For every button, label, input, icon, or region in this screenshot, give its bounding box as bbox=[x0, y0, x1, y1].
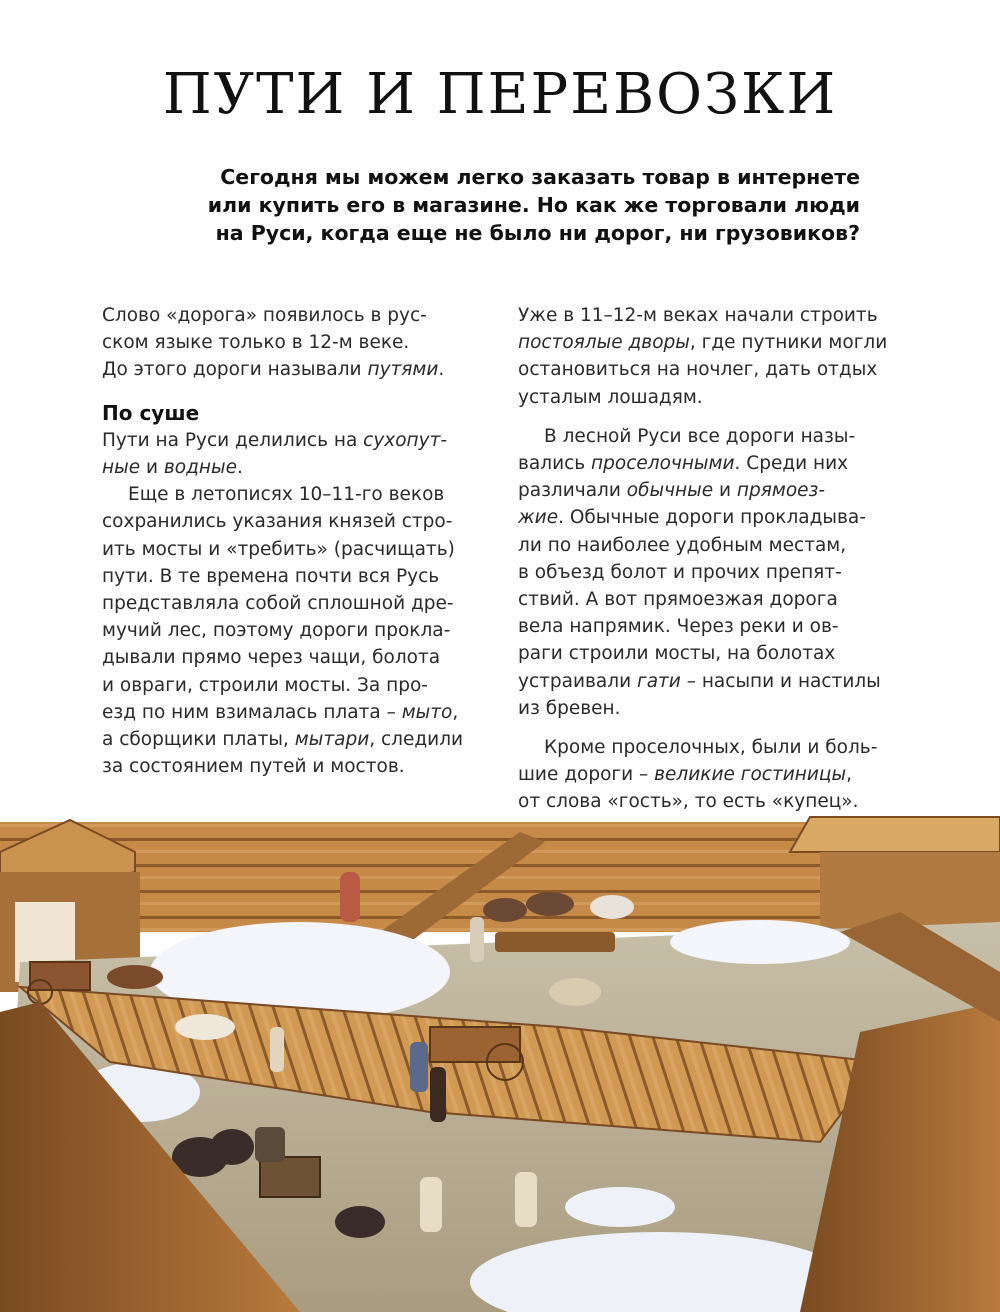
text-line: из бревен. bbox=[518, 697, 621, 719]
snow-patch bbox=[565, 1187, 675, 1227]
text-line: шие дороги – великие гостиницы, bbox=[518, 764, 852, 786]
text-line: езд по ним взималась плата – мыто, bbox=[102, 701, 459, 723]
crate bbox=[260, 1157, 320, 1197]
lead-line: Сегодня мы можем легко заказать товар в интернете bbox=[220, 165, 860, 189]
text-line: вались проселочными. Среди них bbox=[518, 453, 849, 475]
text-line: жие. Обычные дороги прокладыва- bbox=[518, 507, 866, 529]
horse bbox=[107, 965, 163, 989]
person bbox=[340, 872, 360, 922]
text-line: представляла собой сплошной дре- bbox=[102, 593, 454, 615]
person bbox=[420, 1177, 442, 1232]
snow-patch bbox=[670, 920, 850, 964]
horse bbox=[590, 895, 634, 919]
subheading-po-sushe: По суше bbox=[102, 400, 200, 425]
text-line: устраивали гати – насыпи и настилы bbox=[518, 670, 881, 692]
person bbox=[470, 917, 484, 962]
left-column bbox=[102, 302, 492, 780]
text-line: Еще в летописях 10–11-го веков bbox=[128, 484, 445, 506]
text-line: Уже в 11–12-м веках начали строить bbox=[518, 305, 878, 326]
text-line: в объезд болот и прочих препят- bbox=[518, 561, 842, 583]
text-line: ли по наиболее удобным местам, bbox=[518, 534, 847, 556]
page-title: ПУТИ И ПЕРЕВОЗКИ bbox=[162, 62, 838, 127]
text-line: мучий лес, поэтому дороги прокла- bbox=[102, 620, 451, 642]
person bbox=[410, 1042, 428, 1092]
text-line: раги строили мосты, на болотах bbox=[518, 643, 836, 665]
text-line: остановиться на ночлег, дать отдых bbox=[518, 359, 878, 381]
lead-line: или купить его в магазине. Но как же торговали люди bbox=[207, 193, 860, 217]
text-line: от слова «гость», то есть «купец». bbox=[518, 791, 859, 813]
trough bbox=[495, 932, 615, 952]
text-line: ить мосты и «требить» (расчищать) bbox=[102, 538, 455, 560]
text-line: ствий. А вот прямоезжая дорога bbox=[518, 589, 838, 611]
text-line: ные и водные. bbox=[102, 457, 243, 479]
right-column bbox=[518, 302, 908, 816]
text-line: сохранились указания князей стро- bbox=[102, 511, 453, 533]
text-line: усталым лошадям. bbox=[518, 386, 703, 408]
text-line: за состоянием путей и мостов. bbox=[102, 756, 405, 778]
text-line: дывали прямо через чащи, болота bbox=[102, 647, 441, 669]
person bbox=[270, 1027, 284, 1072]
coaching-inn-yard-illustration bbox=[0, 812, 1000, 1312]
lead-line: на Руси, когда еще не было ни дорог, ни грузовиков? bbox=[215, 221, 860, 245]
text-line: Пути на Руси делились на сухопут- bbox=[102, 429, 448, 451]
text-line: постоялые дворы, где путники могли bbox=[518, 332, 888, 354]
text-line: пути. В те времена почти вся Русь bbox=[102, 565, 440, 587]
text-line: Слово «дорога» появилось в рус- bbox=[102, 305, 427, 326]
shed-roof-right bbox=[790, 817, 1000, 852]
text-line: вела напрямик. Через реки и ов- bbox=[518, 616, 839, 638]
barrel bbox=[255, 1127, 285, 1162]
text-line: а сборщики платы, мытари, следили bbox=[102, 729, 464, 751]
text-line: Кроме проселочных, были и боль- bbox=[544, 737, 878, 759]
lead-paragraph bbox=[140, 163, 860, 247]
person bbox=[515, 1172, 537, 1227]
text-line: различали обычные и прямоез- bbox=[518, 480, 826, 502]
horse bbox=[549, 978, 601, 1006]
text-line: В лесной Руси все дороги назы- bbox=[544, 425, 856, 447]
text-line: ском языке только в 12-м веке. bbox=[102, 332, 410, 354]
text-line: и овраги, строили мосты. За про- bbox=[102, 674, 428, 696]
text-line: До этого дороги называли путями. bbox=[102, 359, 445, 381]
term-puti: путями bbox=[367, 359, 439, 381]
person bbox=[430, 1067, 446, 1122]
horse bbox=[175, 1014, 235, 1040]
